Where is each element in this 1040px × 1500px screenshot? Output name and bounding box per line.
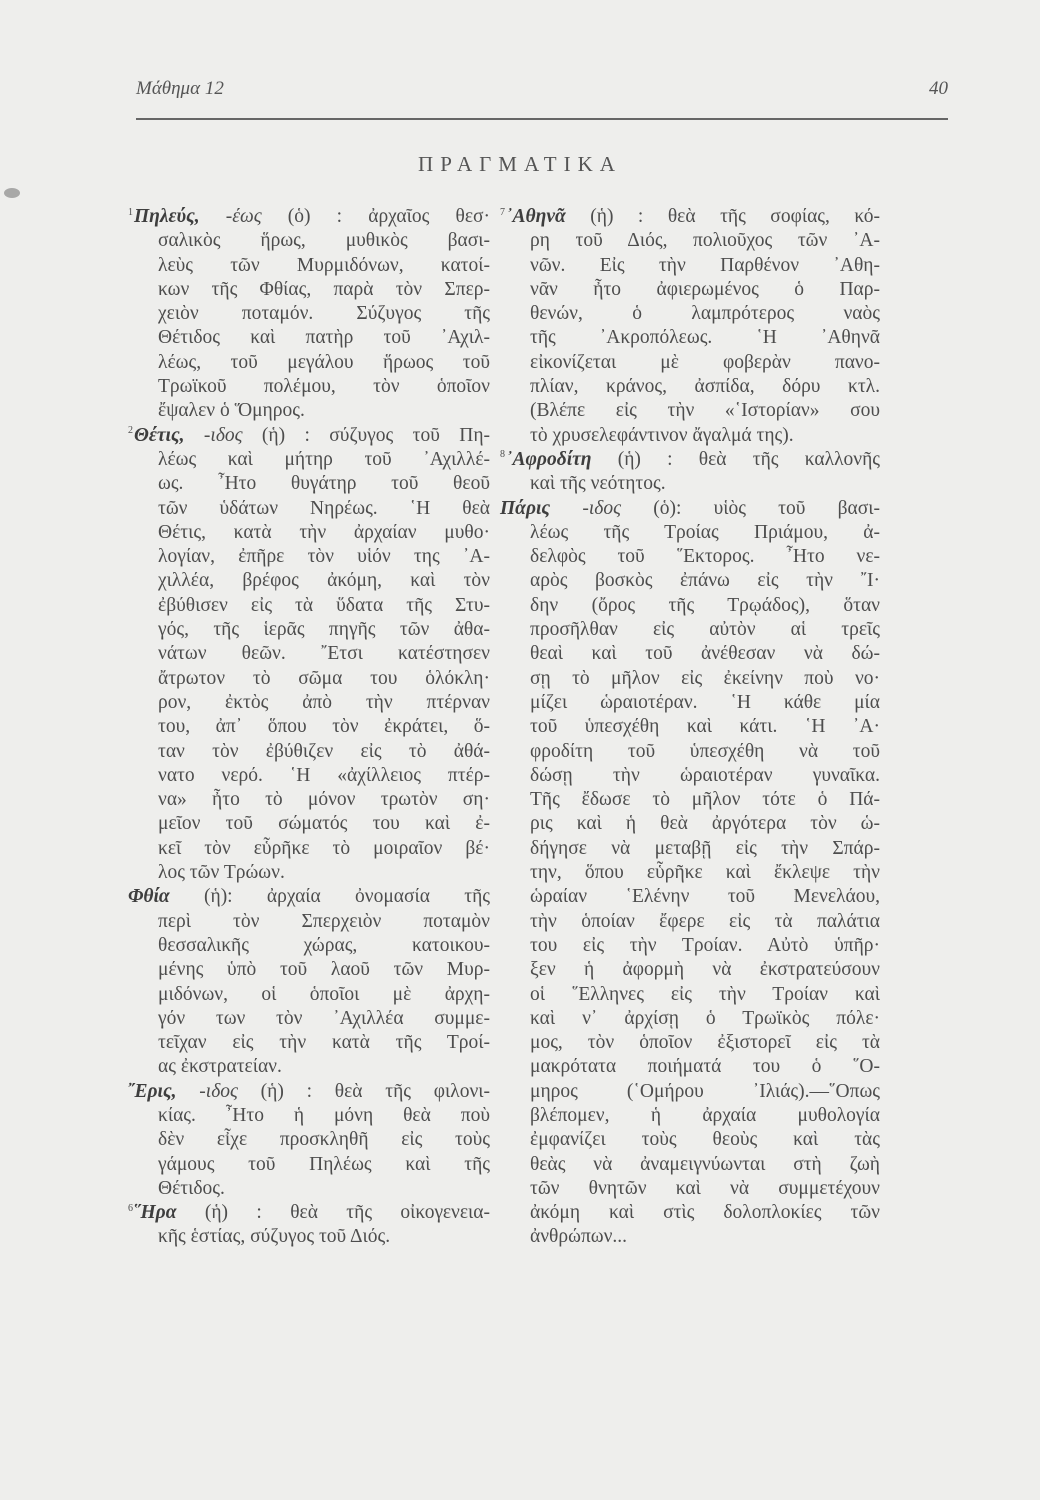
entry-text: την, ὅπου εὗρῆκε καὶ ἔκλεψε τὴν — [530, 862, 880, 884]
entry-line — [142, 983, 490, 1007]
entry-text: θεὰ τῆς οἰκογενεια- — [290, 1202, 490, 1224]
entry-text: μένης ὑπὸ τοῦ λαοῦ τῶν Μυρ- — [158, 959, 490, 981]
entry-line — [514, 983, 880, 1007]
entry-text: προσῆλθαν εἰς αὐτὸν αἱ τρεῖς — [530, 619, 880, 641]
entry-line — [514, 521, 880, 545]
entry-text: βλέπομεν, ἡ ἀρχαία μυθολογία — [530, 1104, 880, 1126]
entry-text: Τῆς ἔδωσε τὸ μῆλον τότε ὁ Πά- — [530, 789, 880, 811]
entry-line — [142, 861, 490, 885]
entry-line — [514, 812, 880, 836]
entry-line — [514, 1080, 880, 1104]
entry-line — [142, 472, 490, 496]
footnote-marker: 2 — [128, 425, 133, 437]
entry-text: Τρωϊκοῦ πολέμου, τὸν ὁποῖον — [158, 376, 490, 398]
entry-text: ξεν ἡ ἀφορμὴ νὰ ἐκστρατεύσουν — [530, 959, 880, 981]
entry-text: φροδίτη τοῦ ὑπεσχέθη νὰ τοῦ — [530, 740, 880, 762]
entry-line — [142, 229, 490, 253]
scan-speck — [4, 188, 20, 198]
entry-text: χιλλέα, βρέφος ἀκόμη, καὶ τὸν — [158, 570, 490, 592]
glossary-entry — [500, 205, 881, 448]
lesson-label: Μάθημα 12 — [136, 78, 224, 99]
entry-line — [514, 1177, 880, 1201]
entry-line — [142, 569, 490, 593]
entry-line — [514, 885, 880, 909]
footnote-marker: 7 — [500, 206, 505, 218]
entry-text: κων τῆς Φθίας, παρὰ τὸν Σπερ- — [158, 278, 490, 300]
entry-text: νῶν. Εἰς τὴν Παρθένον ᾿Αθη- — [530, 254, 880, 276]
entry-line — [514, 1201, 880, 1225]
headword: Πάρις — [500, 497, 551, 519]
entry-text: σῃ τὸ μῆλον εἰς ἐκείνην ποὺ νο· — [530, 667, 880, 689]
entry-line — [142, 642, 490, 666]
entry-line — [514, 1128, 880, 1152]
entry-line — [514, 934, 880, 958]
entry-line — [514, 715, 880, 739]
entry-line — [514, 1104, 880, 1128]
entry-text: καὶ τῆς νεότητος. — [530, 473, 666, 495]
entry-text: ρη τοῦ Διός, πολιοῦχος τῶν ᾿Α- — [530, 230, 880, 252]
entry-text: μος, τὸν ὁποῖον ἐξιστορεῖ εἰς τὰ — [530, 1032, 880, 1054]
entry-text: ἀνθρώπων... — [530, 1226, 628, 1248]
entry-text: μηρος (῾Ομήρου ᾿Ιλιάς).—῞Οπως — [530, 1080, 880, 1102]
entry-line — [514, 326, 880, 350]
genitive-ending: -ιδος — [199, 1080, 238, 1102]
entry-text: Θέτιδος. — [158, 1177, 225, 1199]
entry-line — [514, 691, 880, 715]
entry-line — [514, 1007, 880, 1031]
entry-text: ταν τὸν ἐβύθιζεν εἰς τὸ ἀθά- — [158, 740, 490, 762]
entry-line — [142, 497, 490, 521]
glossary-entry — [128, 424, 491, 886]
entry-line — [514, 1055, 880, 1079]
article: (ἡ) : — [261, 424, 310, 446]
genitive-ending: -ιδος — [203, 424, 243, 446]
entry-text: δελφὸς τοῦ ῞Εκτορος. ῏Ητο νε- — [530, 546, 880, 568]
entry-line — [500, 448, 880, 472]
entry-text: λος τῶν Τρώων. — [158, 862, 285, 884]
article: (ἡ) : — [204, 1202, 262, 1224]
entry-line — [514, 375, 880, 399]
entry-line — [142, 788, 490, 812]
entry-line — [142, 1153, 490, 1177]
entry-line — [142, 351, 490, 375]
headword: ᾿Αθηνᾶ — [506, 206, 566, 227]
entry-text: τοῦ ὑπεσχέθη καὶ κάτι. ῾Η ᾿Α· — [530, 716, 880, 738]
entry-text: ρις καὶ ἡ θεὰ ἀργότερα τὸν ὡ- — [530, 813, 880, 835]
entry-line — [514, 1225, 880, 1249]
glossary-entry — [128, 205, 491, 424]
entry-text: θεαὶ καὶ τοῦ ἀνέθεσαν νὰ δώ- — [530, 643, 880, 665]
entry-text: του, ἀπ᾿ ὅπου τὸν ἐκράτει, ὅ- — [158, 716, 490, 738]
entry-line — [514, 229, 880, 253]
entry-line — [142, 1031, 490, 1055]
entry-text: ἐβύθισεν εἰς τὰ ὕδατα τῆς Στυ- — [158, 594, 490, 616]
entry-text: μεῖον τοῦ σώματός του καὶ ἐ- — [158, 813, 490, 835]
entry-line — [142, 667, 490, 691]
entry-line — [142, 399, 490, 423]
entry-line — [142, 1007, 490, 1031]
entry-line — [514, 861, 880, 885]
entry-text: ἀρχαία ὀνομασία τῆς — [266, 886, 491, 908]
entry-text: θεὰς νὰ ἀναμειγνύωνται στὴ ζωὴ — [530, 1153, 880, 1175]
entry-line — [514, 594, 880, 618]
entry-text: πλίαν, κράνος, ἀσπίδα, δόρυ κτλ. — [530, 376, 880, 398]
entry-line — [514, 958, 880, 982]
entry-line — [142, 934, 490, 958]
entry-text: περὶ τὸν Σπερχειὸν ποταμὸν — [158, 910, 490, 932]
footnote-marker: 8 — [500, 449, 505, 461]
entry-text: λογίαν, ἐπῆρε τὸν υἱόν της ᾿Α- — [158, 546, 490, 568]
entry-line — [142, 375, 490, 399]
entry-text: του εἰς τὴν Τροίαν. Αὐτὸ ὑπῆρ· — [530, 934, 880, 956]
headword: Θέτις, — [134, 424, 185, 446]
entry-line — [514, 351, 880, 375]
page-number: 40 — [929, 78, 948, 99]
entry-text: λεὺς τῶν Μυρμιδόνων, κατοί- — [158, 254, 490, 276]
entry-text: μίζει ὡραιοτέραν. ῾Η κάθε μία — [530, 691, 880, 713]
entry-text: κίας. ῏Ητο ἡ μόνη θεὰ ποὺ — [158, 1104, 490, 1126]
entry-line — [142, 812, 490, 836]
entry-text: θεὰ τῆς καλλονῆς — [698, 448, 881, 470]
entry-text: αρὸς βοσκὸς ἐπάνω εἰς τὴν ῎Ι· — [530, 570, 880, 592]
entry-text: ἄτρωτον τὸ σῶμα του ὁλόκλη· — [158, 667, 490, 689]
entry-line — [514, 764, 880, 788]
headword: Φθία — [128, 886, 170, 908]
entry-text: Θέτιδος καὶ πατὴρ τοῦ ᾿Αχιλ- — [158, 327, 490, 349]
entry-text: γόν των τὸν ᾿Αχιλλέα συμμε- — [158, 1007, 490, 1029]
entry-text: καὶ ν᾿ ἀρχίσῃ ὁ Τρωϊκὸς πόλε· — [530, 1007, 880, 1029]
left-column — [128, 205, 491, 1250]
entry-line — [142, 1055, 490, 1079]
entry-text: γάμους τοῦ Πηλέως καὶ τῆς — [158, 1153, 490, 1175]
article: (ἡ) : — [590, 206, 644, 227]
entry-text: ας ἐκστρατείαν. — [158, 1056, 282, 1078]
entry-text: θενών, ὁ λαμπρότερος ναὸς — [530, 303, 880, 325]
entry-text: τὴν ὁποίαν ἔφερε εἰς τὰ παλάτια — [530, 910, 880, 932]
entry-line — [514, 910, 880, 934]
entry-text: να» ἦτο τὸ μόνον τρωτὸν ση· — [158, 789, 490, 811]
entry-text: τὸ χρυσελεφάντινον ἄγαλμά της). — [530, 424, 794, 446]
entry-line — [142, 326, 490, 350]
entry-text: ρον, ἐκτὸς ἀπὸ τὴν πτέρναν — [158, 691, 490, 713]
entry-text: δὲν εἶχε προσκληθῆ εἰς τοὺς — [158, 1129, 490, 1151]
entry-line — [514, 618, 880, 642]
entry-line — [514, 399, 880, 423]
entry-line — [142, 594, 490, 618]
entry-line — [128, 1080, 490, 1104]
glossary-entry — [500, 497, 881, 1250]
entry-text: θεὰ τῆς σοφίας, κό- — [667, 206, 881, 227]
entry-line — [142, 545, 490, 569]
entry-line — [142, 302, 490, 326]
genitive-ending: -έως — [225, 206, 262, 227]
entry-line — [500, 497, 880, 521]
entry-text: δην (ὄρος τῆς Τρῳάδος), ὅταν — [530, 594, 880, 616]
entry-line — [142, 740, 490, 764]
entry-text: λέως καὶ μήτηρ τοῦ ᾿Αχιλλέ- — [158, 448, 490, 470]
entry-text: νάτων θεῶν. ῎Ετσι κατέστησεν — [158, 643, 490, 665]
entry-line — [142, 764, 490, 788]
entry-text: νᾶν ἦτο ἀφιερωμένος ὁ Παρ- — [530, 278, 880, 300]
glossary-entry — [128, 1080, 491, 1201]
entry-text: ἀκόμη καὶ στὶς δολοπλοκίες τῶν — [530, 1202, 880, 1224]
footnote-marker: 1 — [128, 206, 133, 218]
headword: ῎Ερις, — [128, 1080, 177, 1102]
headword: ᾿Αφροδίτη — [506, 448, 592, 470]
entry-text: (Βλέπε εἰς τὴν «῾Ιστορίαν» σου — [530, 400, 880, 422]
entry-text: δώσῃ τὴν ὡραιοτέραν γυναῖκα. — [530, 764, 880, 786]
headword: Πηλεύς, — [134, 206, 200, 227]
entry-text: ὡραίαν ῾Ελένην τοῦ Μενελάου, — [530, 886, 880, 908]
entry-text: γός, τῆς ἱερᾶς πηγῆς τῶν ἀθα- — [158, 619, 490, 641]
entry-line — [142, 837, 490, 861]
entry-line — [514, 302, 880, 326]
entry-line — [514, 642, 880, 666]
entry-text: ως. ῏Ητο θυγάτηρ τοῦ θεοῦ — [158, 473, 490, 495]
article: (ἡ): — [204, 886, 233, 908]
article: (ἡ) : — [260, 1080, 313, 1102]
entry-line — [514, 254, 880, 278]
entry-line — [514, 740, 880, 764]
entry-text: χειὸν ποταμόν. Σύζυγος τῆς — [158, 303, 490, 325]
entry-line — [514, 472, 880, 496]
entry-line — [128, 885, 490, 909]
entry-text: μακρότατα ποιήματά του ὁ ῞Ο- — [530, 1056, 880, 1078]
entry-line — [142, 1177, 490, 1201]
footnote-marker: 6 — [128, 1202, 133, 1214]
entry-text: εἰκονίζεται μὲ φοβερὰν πανο- — [530, 351, 880, 373]
entry-text: νατο νερό. ῾Η «ἀχίλλειος πτέρ- — [158, 764, 490, 786]
entry-text: κεῖ τὸν εὗρῆκε τὸ μοιραῖον βέ· — [158, 837, 490, 859]
article: (ὁ): — [653, 497, 682, 519]
entry-line — [142, 278, 490, 302]
entry-line — [142, 1128, 490, 1152]
entry-line — [514, 788, 880, 812]
entry-text: τῶν θνητῶν καὶ νὰ συμμετέχουν — [530, 1177, 880, 1199]
entry-line — [514, 424, 880, 448]
article: (ἡ) : — [617, 448, 673, 470]
glossary-entry — [128, 885, 491, 1079]
entry-line — [142, 521, 490, 545]
entry-line — [142, 691, 490, 715]
page-title: ΠΡΑΓΜΑΤΙΚΑ — [418, 152, 622, 176]
entry-text: οἱ ῞Ελληνες εἰς τὴν Τροίαν καὶ — [530, 983, 880, 1005]
entry-text: λέως τῆς Τροίας Πριάμου, ἀ- — [530, 521, 880, 543]
entry-text: ἔψαλεν ὁ Ὅμηρος. — [158, 400, 305, 422]
glossary-entry — [500, 448, 881, 497]
entry-line — [500, 205, 880, 229]
glossary-entry — [128, 1201, 490, 1250]
entry-line — [142, 618, 490, 642]
entry-text: Θέτις, κατὰ τὴν ἀρχαίαν μυθο· — [158, 521, 490, 543]
entry-text: δήγησε νὰ μεταβῇ εἰς τὴν Σπάρ- — [530, 837, 880, 859]
entry-line — [128, 205, 490, 229]
entry-text: τῆς ᾿Ακροπόλεως. ῾Η ᾿Αθηνᾶ — [530, 327, 880, 349]
entry-text: υἱὸς τοῦ βασι- — [713, 497, 881, 519]
entry-line — [142, 1225, 490, 1249]
entry-text: τεῖχαν εἰς τὴν κατὰ τῆς Τροί- — [158, 1032, 490, 1054]
entry-line — [142, 254, 490, 278]
entry-line — [128, 1201, 490, 1225]
header-rule — [136, 118, 948, 120]
right-column — [500, 205, 881, 1250]
entry-line — [514, 545, 880, 569]
entry-line — [514, 569, 880, 593]
entry-line — [142, 448, 490, 472]
entry-text: θεσσαλικῆς χώρας, κατοικου- — [158, 934, 490, 956]
entry-line — [142, 958, 490, 982]
genitive-ending: -ιδος — [582, 497, 621, 519]
entry-line — [514, 1031, 880, 1055]
entry-line — [514, 1153, 880, 1177]
entry-line — [142, 1104, 490, 1128]
entry-text: μιδόνων, οἱ ὁποῖοι μὲ ἀρχη- — [158, 983, 490, 1005]
entry-text: τῶν ὑδάτων Νηρέως. ῾Η θεὰ — [158, 497, 490, 519]
article: (ὁ) : — [287, 206, 343, 227]
entry-line — [514, 278, 880, 302]
entry-line — [142, 910, 490, 934]
page-header — [136, 78, 948, 108]
entry-text: ἐμφανίζει τοὺς θεοὺς καὶ τὰς — [530, 1129, 880, 1151]
entry-text: κῆς ἑστίας, σύζυγος τοῦ Διός. — [158, 1226, 391, 1248]
entry-line — [514, 667, 880, 691]
entry-line — [142, 715, 490, 739]
entry-line — [514, 837, 880, 861]
entry-text: λέως, τοῦ μεγάλου ἥρωος τοῦ — [158, 351, 490, 373]
entry-text: ἀρχαῖος θεσ· — [368, 206, 491, 227]
entry-text: σύζυγος τοῦ Πη- — [329, 424, 491, 446]
entry-text: σαλικὸς ἥρως, μυθικὸς βασι- — [158, 230, 490, 252]
entry-line — [128, 424, 490, 448]
headword: ῞Ηρα — [134, 1202, 177, 1224]
entry-text: θεὰ τῆς φιλονι- — [334, 1080, 491, 1102]
